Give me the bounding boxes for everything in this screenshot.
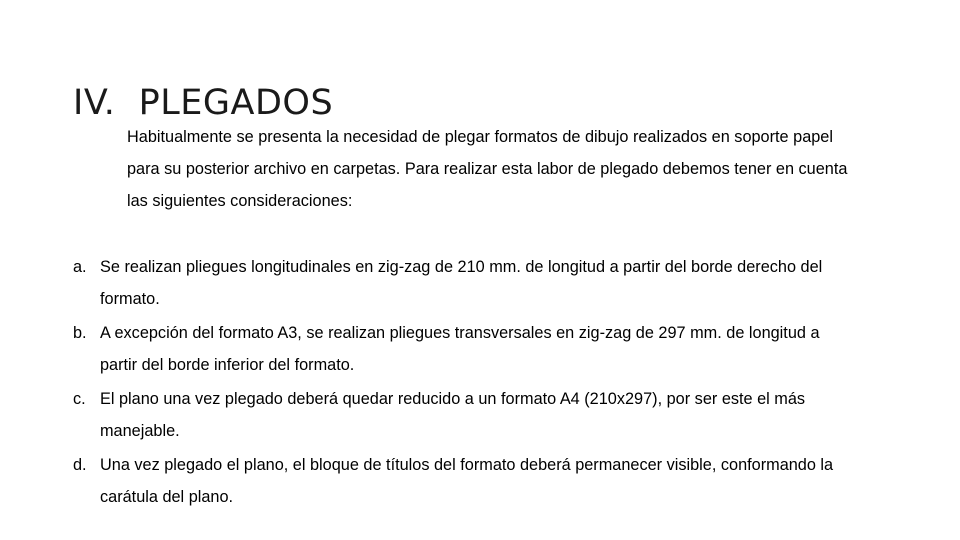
title-numeral: IV. bbox=[73, 83, 116, 124]
title-text: PLEGADOS bbox=[138, 83, 334, 124]
list-item-marker: d. bbox=[73, 456, 87, 474]
list-item bbox=[73, 251, 853, 315]
list-item-marker: b. bbox=[73, 324, 87, 342]
list-item bbox=[73, 383, 853, 447]
intro-paragraph: Habitualmente se presenta la necesidad de plegar formatos de dibujo realizados en soporte papel para su posterior archivo en carpetas. Para realizar esta labor de plegado debemos tener en cuenta las siguientes consideraciones: bbox=[127, 128, 848, 210]
list-item bbox=[73, 449, 853, 513]
list-item-marker: c. bbox=[73, 390, 86, 408]
list-item-marker: a. bbox=[73, 258, 87, 276]
list-item-text: El plano una vez plegado deberá quedar reducido a un formato A4 (210x297), por ser este el más manejable. bbox=[100, 390, 806, 440]
list-item-text: A excepción del formato A3, se realizan pliegues transversales en zig-zag de 297 mm. de longitud a partir del borde inferior del formato. bbox=[100, 324, 820, 374]
considerations-list bbox=[73, 251, 853, 515]
list-item bbox=[73, 317, 853, 381]
list-item-text: Se realizan pliegues longitudinales en zig-zag de 210 mm. de longitud a partir del borde derecho del formato. bbox=[100, 258, 823, 308]
list-item-text: Una vez plegado el plano, el bloque de títulos del formato deberá permanecer visible, conformando la carátula del plano. bbox=[100, 456, 834, 506]
